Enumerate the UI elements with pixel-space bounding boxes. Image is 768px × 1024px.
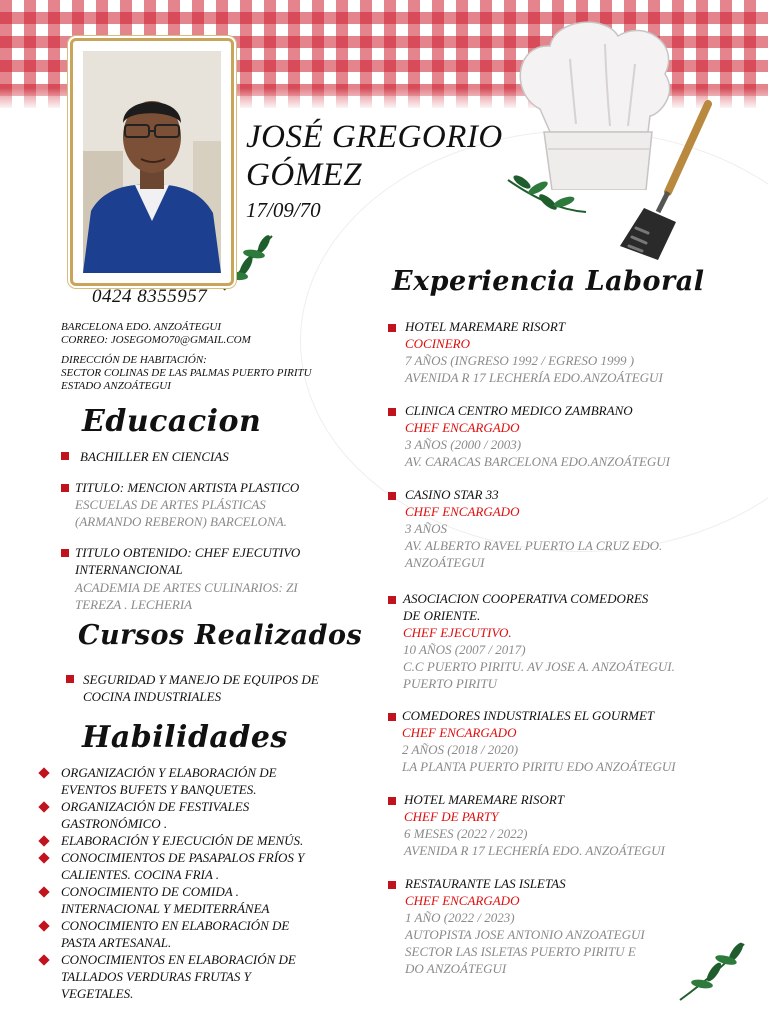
job-6-role: CHEF DE PARTY xyxy=(404,809,499,824)
leaf-branch-icon xyxy=(676,940,748,1004)
job-3-location: AV. ALBERTO RAVEL PUERTO LA CRUZ EDO. xyxy=(405,538,663,553)
education-heading: Educacion xyxy=(82,404,262,439)
skill-4-line-1: CONOCIMIENTOS DE PASAPALOS FRÍOS Y xyxy=(61,850,305,865)
job-7-role: CHEF ENCARGADO xyxy=(405,893,520,908)
job-2-company: CLINICA CENTRO MEDICO ZAMBRANO xyxy=(405,403,633,418)
bullet-diamond xyxy=(38,954,49,965)
job-7-location-cont: SECTOR LAS ISLETAS PUERTO PIRITU E xyxy=(405,944,636,959)
bullet-square xyxy=(61,484,69,492)
spatula-icon xyxy=(606,100,718,266)
job-6-company: HOTEL MAREMARE RISORT xyxy=(404,792,565,807)
skill-2-line-1: ORGANIZACIÓN DE FESTIVALES xyxy=(61,799,250,814)
education-item-3-city: TEREZA . LECHERIA xyxy=(75,597,193,612)
job-1-period: 7 AÑOS (INGRESO 1992 / EGRESO 1999 ) xyxy=(405,353,635,368)
skill-5-line-1: CONOCIMIENTO DE COMIDA . xyxy=(61,884,239,899)
address-line-1: SECTOR COLINAS DE LAS PALMAS PUERTO PIRITU xyxy=(61,367,312,379)
job-7-company: RESTAURANTE LAS ISLETAS xyxy=(405,876,566,891)
skill-1-line-2: EVENTOS BUFETS Y BANQUETES. xyxy=(61,782,257,797)
bullet-diamond xyxy=(38,767,49,778)
job-1-role: COCINERO xyxy=(405,336,470,351)
bullet-square xyxy=(61,549,69,557)
job-4-role: CHEF EJECUTIVO. xyxy=(403,625,512,640)
skill-4-line-2: CALIENTES. COCINA FRIA . xyxy=(61,867,220,882)
job-7-location: AUTOPISTA JOSE ANTONIO ANZOATEGUI xyxy=(405,927,645,942)
profile-photo-frame xyxy=(70,38,234,286)
phone-number: 0424 8355957 xyxy=(92,286,208,307)
skill-1-line-1: ORGANIZACIÓN Y ELABORACIÓN DE xyxy=(61,765,277,780)
education-item-3-title-cont: INTERNANCIONAL xyxy=(75,562,183,577)
name-line-1: JOSÉ GREGORIO xyxy=(246,119,503,155)
job-4-period: 10 AÑOS (2007 / 2017) xyxy=(403,642,526,657)
skill-7-line-3: VEGETALES. xyxy=(61,986,134,1001)
bullet-square xyxy=(66,675,74,683)
education-item-3-school: ACADEMIA DE ARTES CULINARIOS: ZI xyxy=(75,580,298,595)
skill-7-line-2: TALLADOS VERDURAS FRUTAS Y xyxy=(61,969,251,984)
address-line-2: ESTADO ANZOÁTEGUI xyxy=(61,380,171,392)
skill-7-line-1: CONOCIMIENTOS EN ELABORACIÓN DE xyxy=(61,952,296,967)
job-7-location-cont-2: DO ANZOÁTEGUI xyxy=(405,961,507,976)
courses-heading: Cursos Realizados xyxy=(78,620,363,651)
job-4-location-cont: PUERTO PIRITU xyxy=(403,676,498,691)
bullet-diamond xyxy=(38,886,49,897)
bullet-square xyxy=(388,408,396,416)
skill-6-line-1: CONOCIMIENTO EN ELABORACIÓN DE xyxy=(61,918,290,933)
education-item-2-city: (ARMANDO REBERON) BARCELONA. xyxy=(75,514,287,529)
course-item-1-line-2: COCINA INDUSTRIALES xyxy=(83,689,222,704)
bullet-diamond xyxy=(38,920,49,931)
course-item-1-line-1: SEGURIDAD Y MANEJO DE EQUIPOS DE xyxy=(83,672,319,687)
skill-2-line-2: GASTRONÓMICO . xyxy=(61,816,168,831)
job-2-period: 3 AÑOS (2000 / 2003) xyxy=(405,437,522,452)
job-3-period: 3 AÑOS xyxy=(405,521,448,536)
job-1-company: HOTEL MAREMARE RISORT xyxy=(405,319,566,334)
job-3-role: CHEF ENCARGADO xyxy=(405,504,520,519)
skill-6-line-2: PASTA ARTESANAL. xyxy=(61,935,172,950)
date-of-birth: 17/09/70 xyxy=(246,198,321,222)
education-item-3-title: TITULO OBTENIDO: CHEF EJECUTIVO xyxy=(75,545,301,560)
bullet-square xyxy=(388,492,396,500)
education-item-1: BACHILLER EN CIENCIAS xyxy=(80,449,229,464)
education-item-2-title: TITULO: MENCION ARTISTA PLASTICO xyxy=(75,480,300,495)
bullet-square xyxy=(388,596,396,604)
bullet-diamond xyxy=(38,852,49,863)
job-4-company-cont: DE ORIENTE. xyxy=(403,608,481,623)
skill-3-line-1: ELABORACIÓN Y EJECUCIÓN DE MENÚS. xyxy=(61,833,304,848)
address-label: DIRECCIÓN DE HABITACIÓN: xyxy=(61,354,207,366)
job-5-location: LA PLANTA PUERTO PIRITU EDO ANZOÁTEGUI xyxy=(402,759,676,774)
bullet-square xyxy=(388,881,396,889)
job-1-location: AVENIDA R 17 LECHERÍA EDO.ANZOÁTEGUI xyxy=(405,370,663,385)
skill-5-line-2: INTERNACIONAL Y MEDITERRÁNEA xyxy=(61,901,270,916)
profile-photo xyxy=(83,51,221,273)
job-2-location: AV. CARACAS BARCELONA EDO.ANZOÁTEGUI xyxy=(405,454,671,469)
job-5-period: 2 AÑOS (2018 / 2020) xyxy=(402,742,519,757)
name-line-2: GÓMEZ xyxy=(246,157,363,193)
job-3-company: CASINO STAR 33 xyxy=(405,487,499,502)
contact-email: CORREO: JOSEGOMO70@GMAIL.COM xyxy=(61,334,251,346)
contact-city: BARCELONA EDO. ANZOÁTEGUI xyxy=(61,321,222,333)
bullet-square xyxy=(388,324,396,332)
education-item-2-school: ESCUELAS DE ARTES PLÁSTICAS xyxy=(75,497,266,512)
job-5-company: COMEDORES INDUSTRIALES EL GOURMET xyxy=(402,708,655,723)
bullet-square xyxy=(61,452,69,460)
candidate-name xyxy=(246,118,503,194)
job-5-role: CHEF ENCARGADO xyxy=(402,725,517,740)
job-6-location: AVENIDA R 17 LECHERÍA EDO. ANZOÁTEGUI xyxy=(404,843,665,858)
job-4-company: ASOCIACION COOPERATIVA COMEDORES xyxy=(403,591,649,606)
bullet-diamond xyxy=(38,801,49,812)
bullet-square xyxy=(388,713,396,721)
job-7-period: 1 AÑO (2022 / 2023) xyxy=(405,910,515,925)
bullet-square xyxy=(388,797,396,805)
skills-heading: Habilidades xyxy=(82,720,288,755)
job-2-role: CHEF ENCARGADO xyxy=(405,420,520,435)
leaf-branch-icon xyxy=(504,168,588,220)
experience-heading: Experiencia Laboral xyxy=(392,266,705,297)
job-3-location-cont: ANZOÁTEGUI xyxy=(405,555,485,570)
bullet-diamond xyxy=(38,835,49,846)
job-4-location: C.C PUERTO PIRITU. AV JOSE A. ANZOÁTEGUI. xyxy=(403,659,675,674)
job-6-period: 6 MESES (2022 / 2022) xyxy=(404,826,528,841)
